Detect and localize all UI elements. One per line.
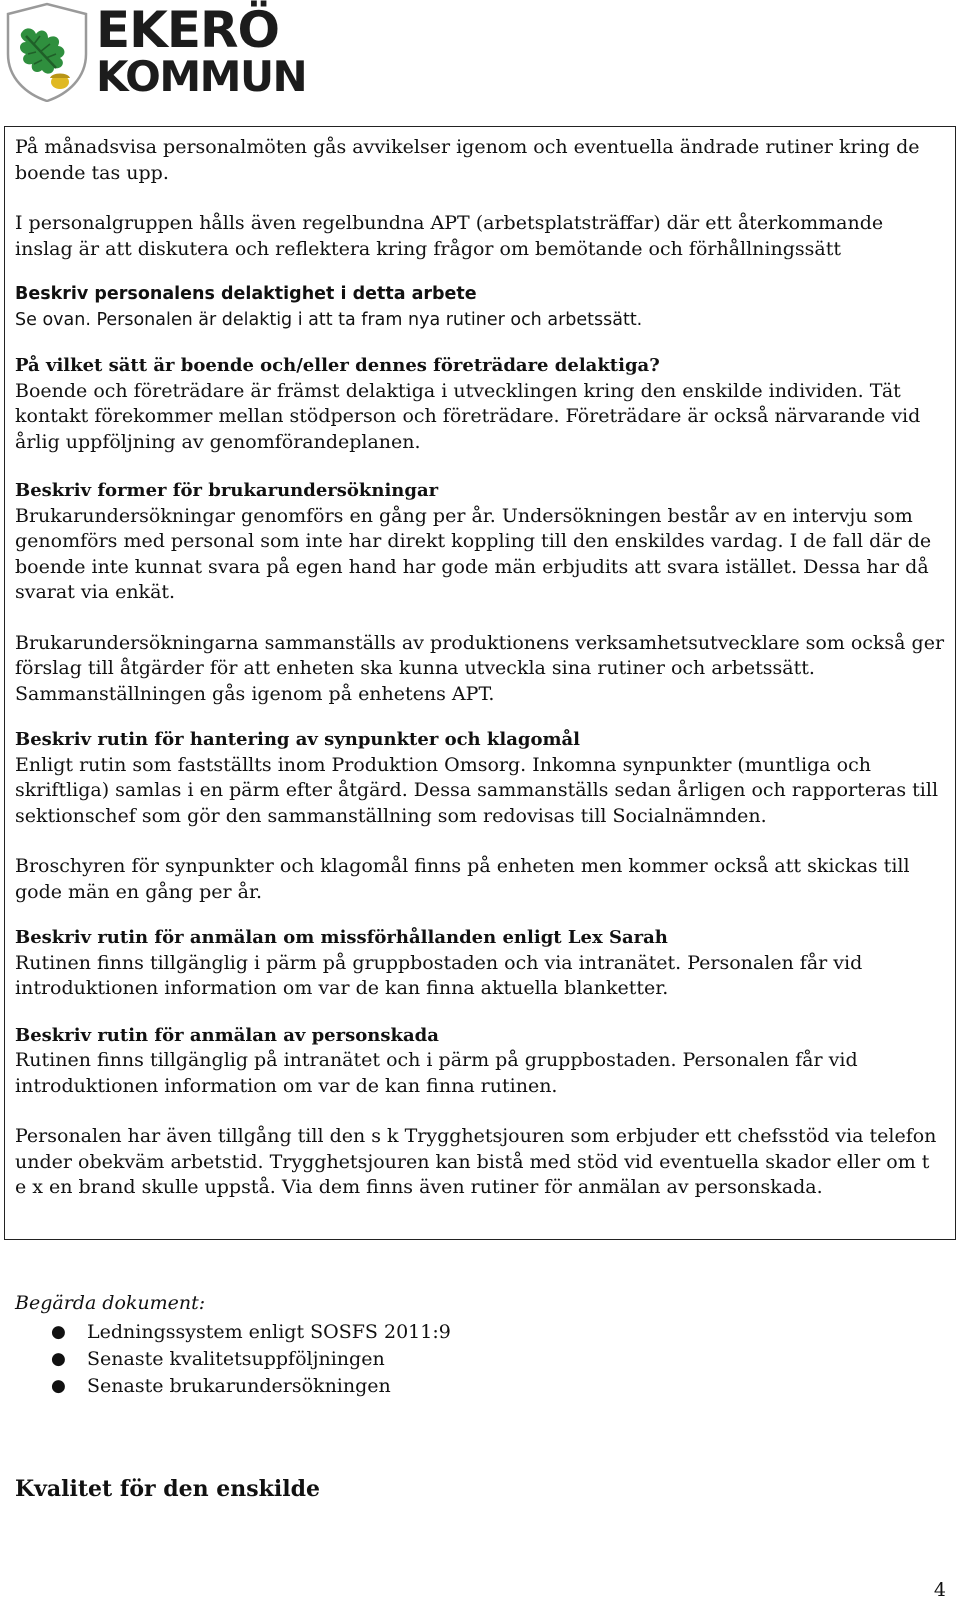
answer-text: Broschyren för synpunkter och klagomål finns på enheten men kommer också att skickas till gode män en gång per år. (15, 855, 910, 903)
bullet-icon: ● (51, 1349, 66, 1369)
requested-documents-title: Begärda dokument: (15, 1292, 206, 1314)
list-item (15, 1373, 915, 1400)
logo-text-kommun: KOMMUN (96, 52, 307, 101)
question-heading: På vilket sätt är boende och/eller dennes företrädare delaktiga? (15, 355, 660, 376)
answer-text: Brukarundersökningarna sammanställs av produktionens verksamhetsutvecklare som också ger förslag till åtgärder för att enheten ska kunna utveckla sina rutiner och arbetssätt. Sammanställningen gås igenom på enhetens APT. (15, 631, 945, 705)
question-heading: Beskriv former för brukarundersökningar (15, 480, 439, 501)
requested-documents-list (15, 1319, 915, 1400)
question-heading: Beskriv rutin för hantering av synpunkter och klagomål (15, 729, 581, 750)
answer-text: Rutinen finns tillgänglig på intranätet och i pärm på gruppbostaden. Personalen får vid introduktionen information om var de kan finna rutinen. (15, 1049, 858, 1097)
logo-text-ekero: EKERÖ (96, 1, 280, 59)
list-item-label: Ledningssystem enligt SOSFS 2011:9 (87, 1321, 451, 1343)
page-number: 4 (933, 1579, 946, 1601)
paragraph: På månadsvisa personalmöten gås avvikelser igenom och eventuella ändrade rutiner kring de boende tas upp. (15, 136, 920, 184)
paragraph: I personalgruppen hålls även regelbundna APT (arbetsplatsträffar) där ett återkommande inslag är att diskutera och reflektera kring frågor om bemötande och förhållningssätt (15, 212, 884, 260)
content-box (4, 126, 956, 1240)
list-item-label: Senaste brukarundersökningen (87, 1375, 391, 1397)
list-item (15, 1346, 915, 1373)
bullet-icon: ● (51, 1322, 66, 1342)
answer-text: Se ovan. Personalen är delaktig i att ta fram nya rutiner och arbetssätt. (15, 309, 643, 330)
ekero-kommun-logo (4, 1, 307, 106)
answer-text: Enligt rutin som fastställts inom Produktion Omsorg. Inkomna synpunkter (muntliga och skriftliga) samlas i en pärm efter åtgärd. Dessa sammanställs sedan årligen och rapporteras till sektionschef som gör den sammanställning som redovisas till Socialnämnden. (15, 753, 939, 827)
requested-documents (15, 1290, 915, 1400)
bullet-icon: ● (51, 1376, 66, 1396)
answer-text: Boende och företrädare är främst delaktiga i utvecklingen kring den enskilde individen. Tät kontakt förekommer mellan stödperson och företrädare. Företrädare är också närvarande vid årlig uppföljning av genomförandeplanen. (15, 379, 921, 453)
question-heading: Beskriv rutin för anmälan om missförhållanden enligt Lex Sarah (15, 927, 668, 948)
list-item-label: Senaste kvalitetsuppföljningen (87, 1348, 385, 1370)
shield-emblem-icon (4, 2, 90, 102)
list-item (15, 1319, 915, 1346)
answer-text: Brukarundersökningar genomförs en gång per år. Undersökningen består av en intervju som genomförs med personal som inte har direkt koppling till den enskildes vardag. I de fall där de boende inte kunnat svara på egen hand har gode män erbjudits att svara istället. Dessa har då svarat via enkät. (15, 504, 932, 603)
answer-text: Rutinen finns tillgänglig i pärm på gruppbostaden och via intranätet. Personalen får vid introduktionen information om var de kan finna aktuella blanketter. (15, 951, 863, 999)
section-heading: Kvalitet för den enskilde (15, 1476, 320, 1502)
question-heading: Beskriv rutin för anmälan av personskada (15, 1024, 439, 1046)
answer-text: Personalen har även tillgång till den s k Trygghetsjouren som erbjuder ett chefsstöd via telefon under obekväm arbetstid. Trygghetsjouren kan bistå med stöd vid eventuella skador eller om t e x en brand skulle uppstå. Via dem finns även rutiner för anmälan av personskada. (15, 1125, 937, 1198)
question-heading: Beskriv personalens delaktighet i detta arbete (15, 284, 477, 304)
